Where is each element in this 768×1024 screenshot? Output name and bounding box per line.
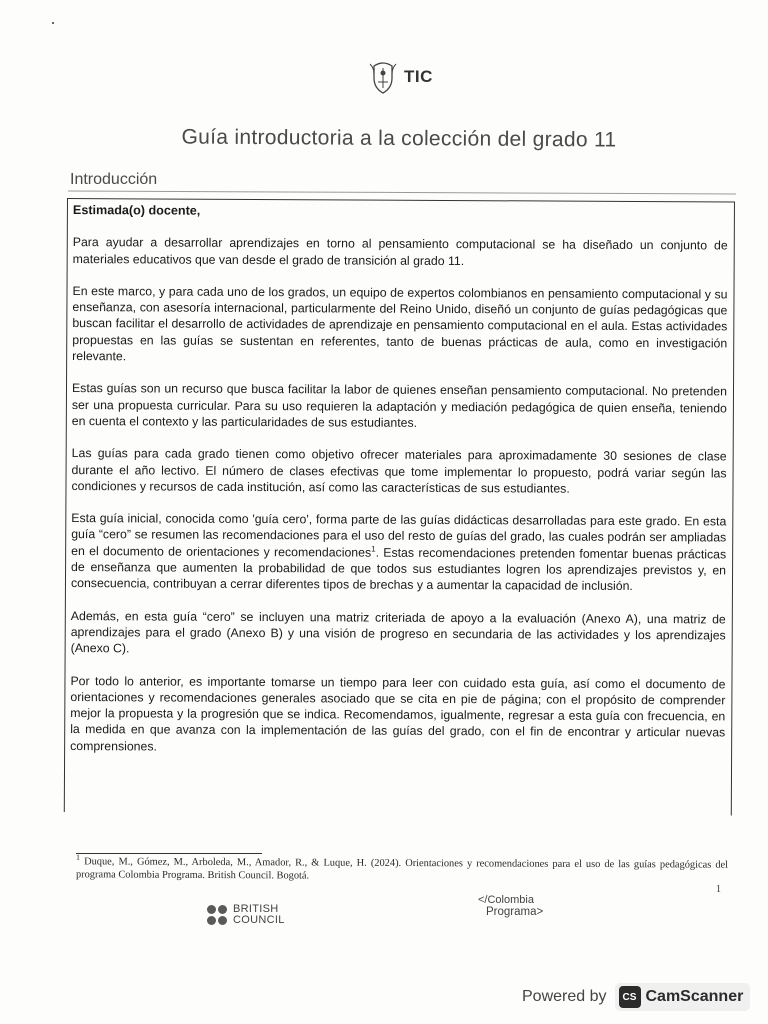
colombia-crest-icon: [368, 58, 398, 96]
scan-speck: [52, 22, 54, 24]
colombia-programa-line1: </Colombia: [478, 894, 534, 906]
section-heading: Introducción: [70, 171, 158, 188]
paragraph-text: . Estas recomendaciones pretenden fomentar buenas prácticas de enseñanza que aumenten la probabilidad de que todos sus estudiantes logren los aprendizajes previstos y, en consecuencia, contribuyan a cerrar diferentes tipos de brechas y a aumentar la capacidad de inclusión.: [70, 545, 727, 594]
british-council-logo: [207, 904, 285, 926]
paragraph: Para ayudar a desarrollar aprendizajes en torno al pensamiento computacional se ha diseñado un conjunto de materiales educativos que van desde el grado de transición al grado 11.: [72, 235, 728, 268]
camscanner-badge: [615, 983, 751, 1011]
camscanner-watermark: [522, 983, 750, 1011]
footnote: [75, 852, 729, 884]
british-council-text: [233, 904, 285, 926]
camscanner-name: CamScanner: [645, 988, 744, 1005]
page-title: Guía introductoria a la colección del grado 11: [181, 125, 617, 152]
page-number: 1: [716, 884, 721, 895]
salutation: Estimada(o) docente,: [72, 203, 201, 218]
paragraph-with-footnote: [71, 510, 726, 595]
british-council-line1: BRITISH: [233, 903, 279, 915]
introduction-box: [64, 198, 735, 815]
paragraph: Además, en esta guía “cero” se incluyen una matriz criteriada de apoyo a la evaluación (Anexo A), una matriz de aprendizajes para el grado (Anexo B) y una visión de progreso en secundaria de las actividades y los aprendizajes (Anexo C).: [70, 608, 726, 656]
footnote-text: Duque, M., Gómez, M., Arboleda, M., Amador, R., & Luque, H. (2024). Orientaciones y recomendaciones para el uso de las guías pedagógicas del programa Colombia Programa. British Council. Bogotá.: [75, 856, 729, 882]
british-council-line2: COUNCIL: [233, 914, 285, 926]
colombia-programa-logo: [478, 895, 543, 918]
british-council-dots-icon: [207, 905, 227, 925]
footnote-marker: 1: [76, 852, 81, 862]
paragraph: Estas guías son un recurso que busca facilitar la labor de quienes enseñan pensamiento computacional. No pretenden ser una propuesta curricular. Para su uso requieren la adaptación y mediación pedagógica de quien enseña, teniendo en cuenta el contexto y las particularidades de sus estudiantes.: [71, 381, 728, 430]
powered-by-text: Powered by: [522, 988, 607, 1005]
footnote-reference[interactable]: 1: [371, 544, 376, 554]
camscanner-icon: CS: [619, 986, 641, 1008]
introduction-text: [65, 199, 734, 757]
paragraph: Por todo lo anterior, es importante tomarse un tiempo para leer con cuidado esta guía, así como el documento de orientaciones y recomendaciones generales asociado que se cita en pie de página; con el propósito de comprender mejor la propuesta y la progresión que se indica. Recomendamos, igualmente, regresar a esta guía con frecuencia, en la medida en que avanza con la implementación de las guías del grado, con el fin de encontrar y articular nuevas comprensiones.: [70, 673, 726, 754]
footnote-rule: [76, 853, 262, 854]
paragraph-text: Esta guía inicial, conocida como 'guía cero', forma parte de las guías didácticas desarrolladas para este grado. En esta guía “cero” se resumen las recomendaciones para el uso del resto de guías del grado, las cuales podrán ser ampliadas en el documento de orientaciones y recomendaciones: [71, 511, 727, 560]
paragraph: Las guías para cada grado tienen como objetivo ofrecer materiales para aproximadamente 30 sesiones de clase durante el año lectivo. El número de clases efectivas que tome implementar lo propuesto, podrá variar según las condiciones y recursos de cada institución, así como las características de sus estudiantes.: [71, 446, 727, 496]
tic-logo-text: TIC: [404, 67, 433, 86]
heading-rule: [68, 191, 736, 195]
header-logo: [368, 58, 433, 96]
paragraph: En este marco, y para cada uno de los grados, un equipo de expertos colombianos en pensamiento computacional y su enseñanza, con asesoría internacional, particularmente del Reino Unido, diseñó un conjunto de guías pedagógicas que buscan facilitar el desarrollo de actividades de aprendizaje en pensamiento computacional en el aula. Estas actividades propuestas en las guías se sustentan en referentes, tanto de buenas prácticas de aula, como en investigación relevante.: [72, 283, 728, 364]
colombia-programa-line2: Programa>: [486, 906, 544, 918]
